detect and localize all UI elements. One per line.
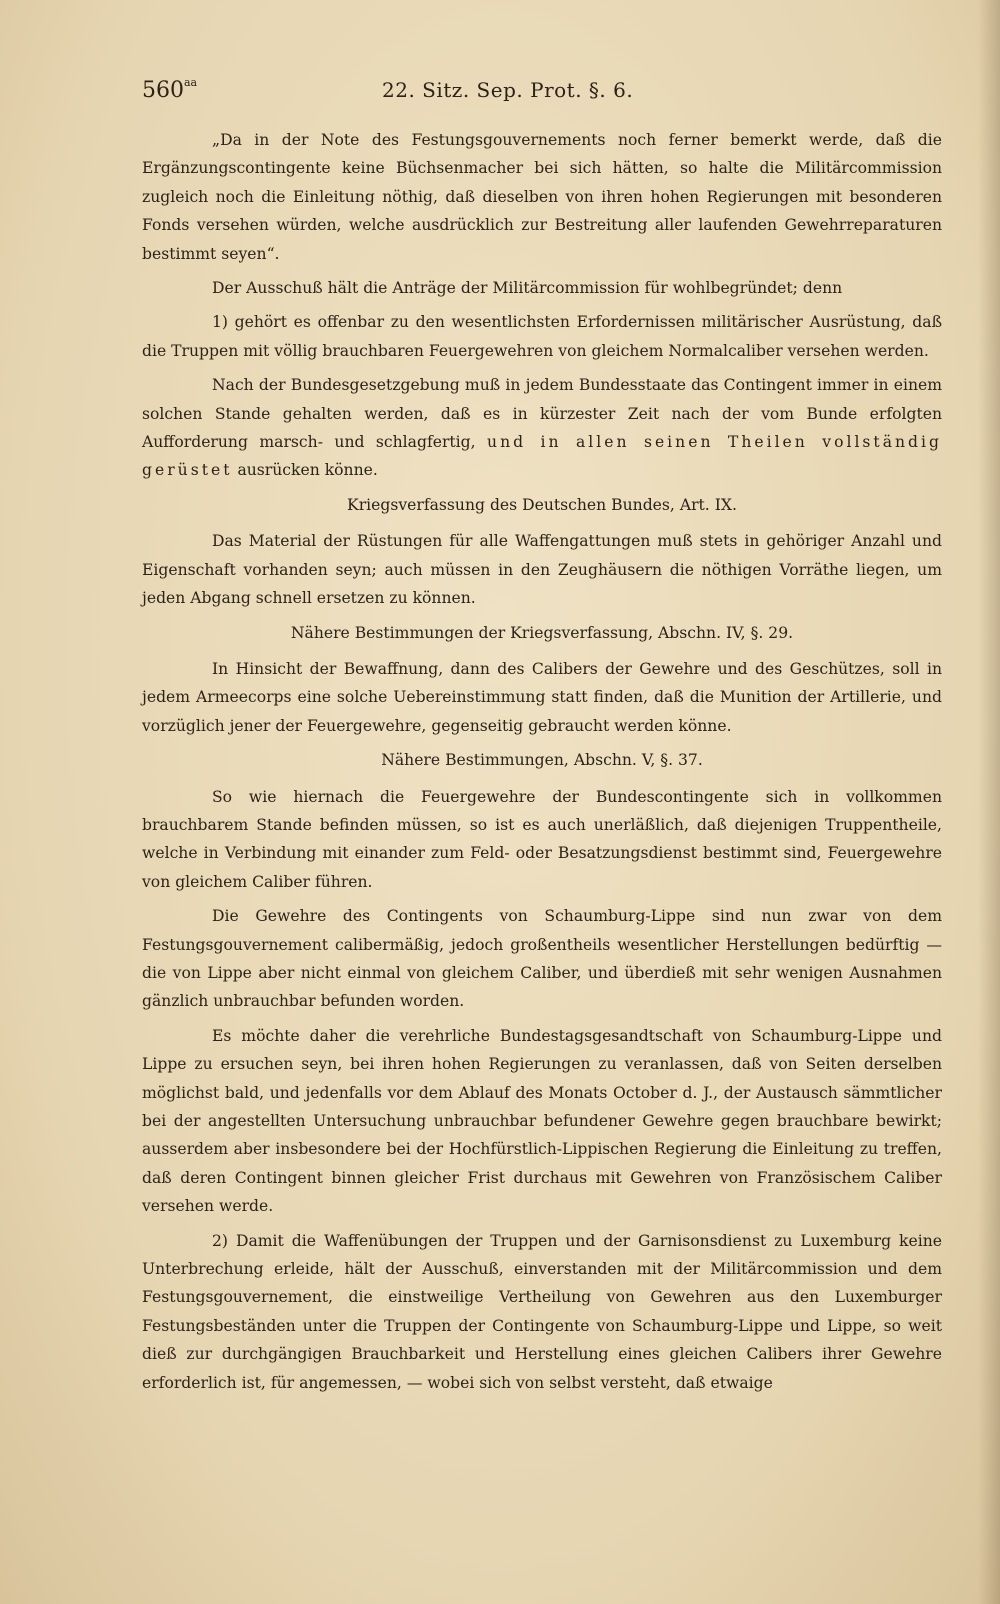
paragraph-gewehre-contingent: Die Gewehre des Contingents von Schaumburg-Lippe sind nun zwar von dem Festungsgouvernement calibermäßig, jedoch großentheils wesentlicher Herstellungen bedürftig — die von Lippe aber nicht einmal von gleichem Caliber, und überdieß mit sehr wenigen Ausnahmen gänzlich unbrauchbar befunden worden.	[142, 907, 942, 1011]
page-edge-shadow	[978, 0, 1000, 1604]
paragraph-intro: Der Ausschuß hält die Anträge der Militärcommission für wohlbegründet; denn	[212, 279, 843, 298]
running-title: 22. Sitz. Sep. Prot. §. 6.	[382, 78, 634, 102]
paragraph-point-2: 2) Damit die Waffenübungen der Truppen und der Garnisonsdienst zu Luxemburg keine Unterbrechung erleide, hält der Ausschuß, einverstanden mit der Militärcommission und dem Festungsgouvernement, die einstweilige Vertheilung von Gewehren aus den Luxemburger Festungsbeständen unter die Truppen der Contingente von Schaumburg-Lippe und Lippe, so weit dieß zur durchgängigen Brauchbarkeit und Herstellung eines gleichen Calibers ihrer Gewehre erforderlich ist, für angemessen, — wobei sich von selbst versteht, daß etwaige	[142, 1231, 942, 1392]
reference-line: Nähere Bestimmungen, Abschn. V, §. 37.	[381, 751, 703, 770]
document-body	[142, 126, 942, 1403]
text-run: Nach der Bundesgesetzgebung muß in jedem Bundesstaate das Contingent immer in einem solchen Stande gehalten werden, daß es in kürzester Zeit nach der vom Bunde erfolgten Aufforderung marsch- und schlagfertig,	[142, 376, 942, 452]
paragraph-point-1: 1) gehört es offenbar zu den wesentlichsten Erfordernissen militärischer Ausrüstung, daß die Truppen mit völlig brauchbaren Feuergewehren von gleichem Normalcaliber versehen werden.	[142, 313, 942, 360]
page-number: $560^{aa}$	[142, 76, 198, 103]
text-run: ausrücken könne.	[237, 461, 378, 480]
paragraph-material: Das Material der Rüstungen für alle Waffengattungen muß stets in gehöriger Anzahl und Eigenschaft vorhanden seyn; auch müssen in den Zeughäusern die nöthigen Vorräthe liegen, um jeden Abgang schnell ersetzen zu können.	[142, 532, 942, 608]
reference-line: Nähere Bestimmungen der Kriegsverfassung, Abschn. IV, §. 29.	[290, 623, 794, 642]
paragraph-ersuchen: Es möchte daher die verehrliche Bundestagsgesandtschaft von Schaumburg-Lippe und Lippe zu ersuchen seyn, bei ihren hohen Regierungen zu veranlassen, daß von Seiten derselben möglichst bald, und jedenfalls vor dem Ablauf des Monats October d. J., der Austausch sämmtlicher bei der angestellten Untersuchung unbrauchbar befundener Gewehre gegen brauchbare bewirkt; ausserdem aber insbesondere bei der Hochfürstlich-Lippischen Regierung die Einleitung zu treffen, daß deren Contingent binnen gleicher Frist durchaus mit Gewehren von Französischem Caliber versehen werde.	[142, 1026, 942, 1216]
paragraph-quote: „Da in der Note des Festungsgouvernements noch ferner bemerkt werde, daß die Ergänzungscontingente keine Büchsenmacher bei sich hätten, so halte die Militärcommission zugleich noch die Einleitung nöthig, daß dieselben von ihren hohen Regierungen mit besonderen Fonds versehen würden, welche ausdrücklich zur Bestreitung aller laufenden Gewehrreparaturen bestimmt seyen“.	[142, 131, 942, 263]
paragraph-feuergewehre: So wie hiernach die Feuergewehre der Bundescontingente sich in vollkommen brauchbarem Stande befinden müssen, so ist es auch unerläßlich, daß diejenigen Truppentheile, welche in Verbindung mit einander zum Feld- oder Besatzungsdienst bestimmt sind, Feuergewehre von gleichem Caliber führen.	[142, 787, 942, 891]
paragraph-bundesgesetzgebung	[142, 371, 942, 485]
paragraph-bewaffnung: In Hinsicht der Bewaffnung, dann des Calibers der Gewehre und des Geschützes, soll in jedem Armeecorps eine solche Uebereinstimmung statt finden, daß die Munition der Artillerie, und vorzüglich jener der Feuergewehre, gegenseitig gebraucht werden könne.	[142, 659, 942, 735]
page-number-suffix: aa	[184, 76, 198, 89]
page-header	[142, 78, 940, 112]
reference-line: Kriegsverfassung des Deutschen Bundes, Art. IX.	[347, 495, 737, 514]
emphasized-text: und in allen seinen Theilen vollständig gerüstet	[142, 433, 942, 480]
